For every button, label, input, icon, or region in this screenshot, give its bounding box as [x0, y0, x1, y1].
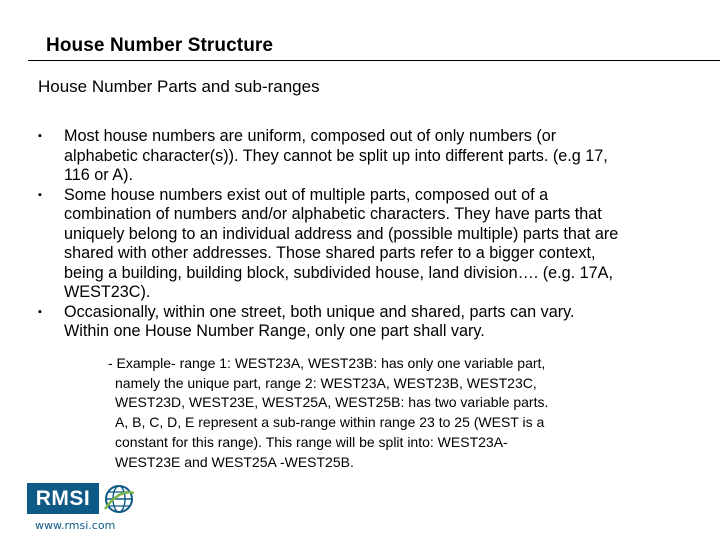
bullet-text: Some house numbers exist out of multiple parts, composed out of a combination of numbers and/or alphabetic characters. They have parts that uniquely belong to an individual address and (possible multiple) parts that are shared with other addresses. Those shared parts refer to a bigger context, being a building, building block, subdivided house, land division…. (e.g. 17A, WEST23C).	[64, 185, 619, 301]
company-logo	[27, 483, 137, 538]
bullet-item-uniform	[38, 127, 688, 186]
example-line: - Example- range 1: WEST23A, WEST23B: has only one variable part,	[108, 355, 546, 371]
bullet-list	[38, 127, 688, 342]
example-line: WEST23D, WEST23E, WEST25A, WEST25B: has two variable parts.	[115, 394, 549, 411]
globe-icon	[103, 483, 135, 515]
slide-title: House Number Structure	[46, 35, 274, 56]
example-line: constant for this range). This range will be split into: WEST23A-	[115, 433, 508, 450]
title-divider	[28, 60, 720, 61]
slide-subtitle: House Number Parts and sub-ranges	[38, 77, 320, 96]
bullet-icon: ▪	[38, 305, 42, 318]
bullet-item-multiple-parts	[38, 186, 688, 303]
bullet-text: Occasionally, within one street, both unique and shared, parts can vary. Within one House Number Range, only one part shall vary.	[64, 302, 575, 340]
example-line: A, B, C, D, E represent a sub-range within range 23 to 25 (WEST is a	[115, 414, 545, 431]
bullet-icon: ▪	[38, 188, 42, 201]
bullet-text: Most house numbers are uniform, composed out of only numbers (or alphabetic character(s)). They cannot be split up into different parts. (e.g 17, 116 or A).	[64, 127, 608, 184]
bullet-item-occasionally	[38, 303, 688, 342]
logo-brand: RMSI	[27, 483, 99, 514]
logo-url: www.rmsi.com	[35, 519, 116, 532]
example-line: namely the unique part, range 2: WEST23A, WEST23B, WEST23C,	[115, 374, 537, 391]
example-line: WEST23E and WEST25A -WEST25B.	[115, 453, 354, 470]
bullet-icon: ▪	[38, 130, 42, 142]
example-block	[108, 354, 668, 472]
